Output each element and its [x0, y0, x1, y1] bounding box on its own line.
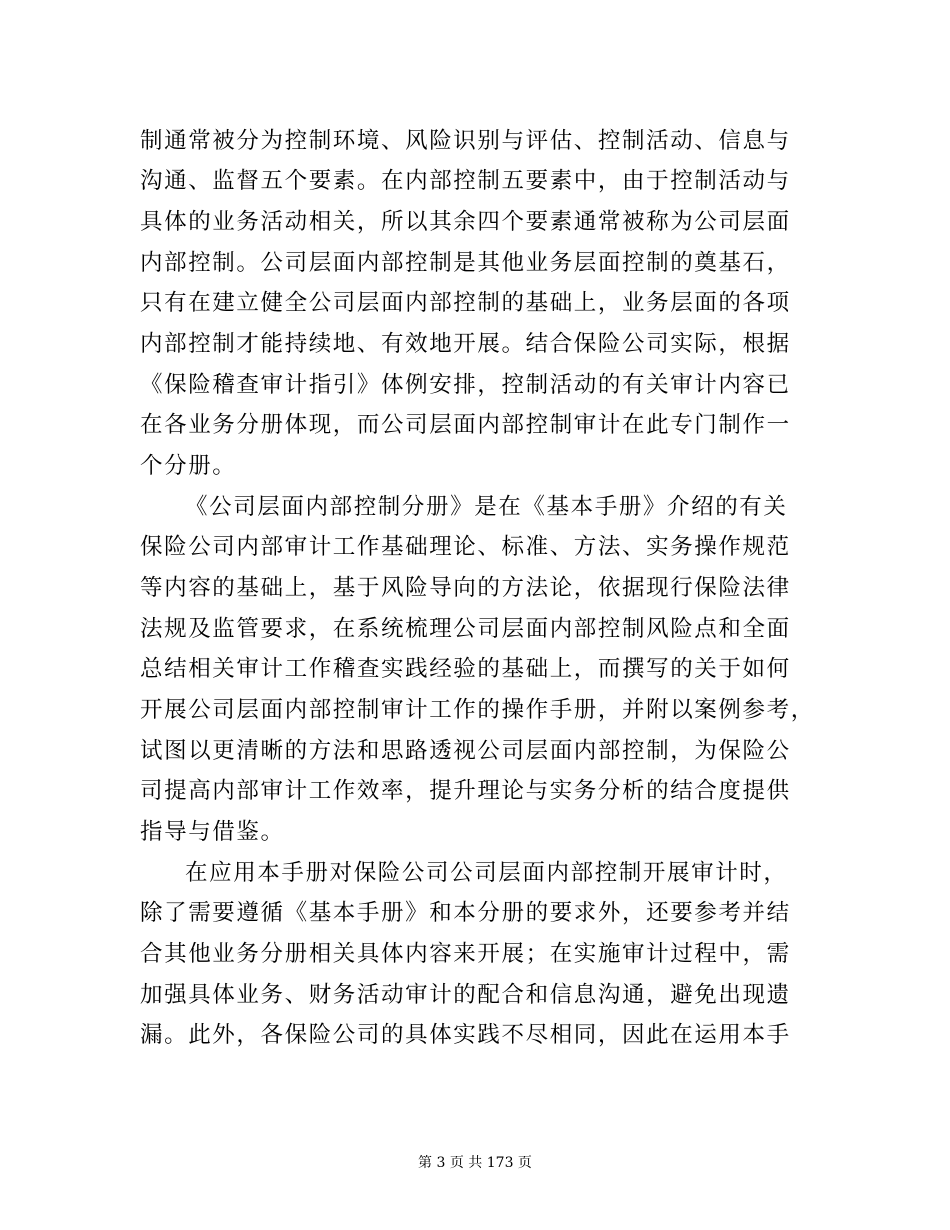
text-line: 《保险稽查审计指引》体例安排，控制活动的有关审计内容已 [140, 372, 791, 398]
text-line: 漏。此外，各保险公司的具体实践不尽相同，因此在运用本手 [140, 1022, 791, 1048]
text-line: 内部控制。公司层面内部控制是其他业务层面控制的奠基石， [140, 250, 791, 276]
text-line: 除了需要遵循《基本手册》和本分册的要求外，还要参考并结 [140, 900, 791, 926]
page-number-footer: 第 3 页 共 173 页 [418, 1155, 532, 1171]
text-line: 只有在建立健全公司层面内部控制的基础上，业务层面的各项 [140, 290, 791, 316]
text-line: 加强具体业务、财务活动审计的配合和信息沟通，避免出现遗 [140, 982, 791, 1008]
text-line: 开展公司层面内部控制审计工作的操作手册，并附以案例参考， [140, 697, 815, 723]
text-line: 《公司层面内部控制分册》是在《基本手册》介绍的有关 [185, 494, 788, 520]
text-line: 等内容的基础上，基于风险导向的方法论，依据现行保险法律 [140, 575, 791, 601]
text-line: 在各业务分册体现，而公司层面内部控制审计在此专门制作一 [140, 412, 791, 438]
text-line: 合其他业务分册相关具体内容来开展；在实施审计过程中，需 [140, 941, 791, 967]
text-line: 总结相关审计工作稽查实践经验的基础上，而撰写的关于如何 [140, 656, 791, 682]
text-line: 在应用本手册对保险公司公司层面内部控制开展审计时， [185, 860, 788, 886]
text-line: 法规及监管要求，在系统梳理公司层面内部控制风险点和全面 [140, 616, 791, 642]
text-line: 具体的业务活动相关，所以其余四个要素通常被称为公司层面 [140, 209, 791, 235]
text-line: 保险公司内部审计工作基础理论、标准、方法、实务操作规范 [140, 534, 791, 560]
text-line: 制通常被分为控制环境、风险识别与评估、控制活动、信息与 [140, 128, 791, 154]
text-line: 沟通、监督五个要素。在内部控制五要素中，由于控制活动与 [140, 168, 791, 194]
text-line: 司提高内部审计工作效率，提升理论与实务分析的结合度提供 [140, 778, 791, 804]
text-line: 内部控制才能持续地、有效地开展。结合保险公司实际，根据 [140, 331, 791, 357]
text-line: 指导与借鉴。 [140, 819, 285, 845]
text-line: 试图以更清晰的方法和思路透视公司层面内部控制，为保险公 [140, 738, 791, 764]
text-line: 个分册。 [140, 453, 237, 479]
